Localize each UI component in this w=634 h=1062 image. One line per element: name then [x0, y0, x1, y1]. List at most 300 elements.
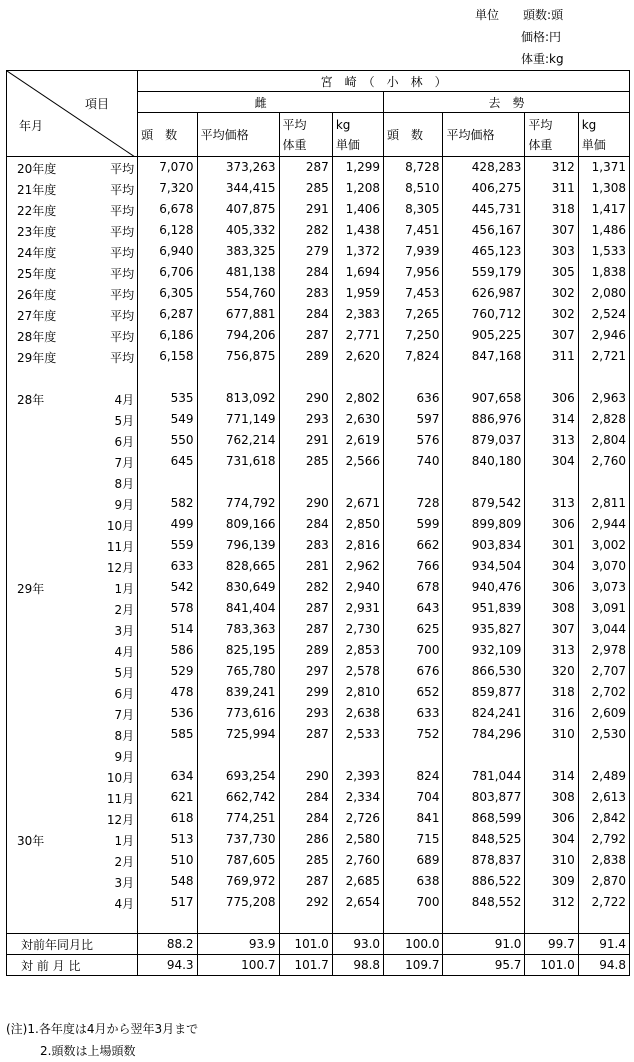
row-year: 29年度 [17, 350, 57, 365]
value-cell: 292 [279, 892, 332, 913]
value-cell: 2,804 [578, 430, 629, 451]
value-cell: 306 [525, 808, 578, 829]
value-cell: 621 [138, 787, 197, 808]
value-cell: 932,109 [443, 640, 525, 661]
value-cell: 6,287 [138, 304, 197, 325]
value-cell: 289 [279, 346, 332, 367]
value-cell: 285 [279, 850, 332, 871]
value-cell: 1,406 [332, 199, 383, 220]
ratio-value: 93.0 [332, 934, 383, 955]
value-cell: 2,760 [578, 451, 629, 472]
empty-cell [525, 367, 578, 388]
row-label [7, 388, 138, 409]
value-cell: 304 [525, 451, 578, 472]
empty-cell [332, 913, 383, 934]
row-period: 4月 [114, 392, 135, 407]
row-label [7, 283, 138, 304]
value-cell [138, 745, 197, 766]
value-cell: 2,810 [332, 682, 383, 703]
annual-row [7, 283, 630, 304]
value-cell: 289 [279, 640, 332, 661]
value-cell: 554,760 [197, 283, 279, 304]
value-cell: 1,299 [332, 157, 383, 178]
ratio-value: 100.7 [197, 955, 279, 976]
value-cell: 284 [279, 262, 332, 283]
row-year: 26年度 [17, 287, 57, 302]
table-body [7, 71, 630, 976]
value-cell: 2,609 [578, 703, 629, 724]
value-cell [443, 472, 525, 493]
row-label [7, 745, 138, 766]
value-cell: 465,123 [443, 241, 525, 262]
value-cell: 310 [525, 850, 578, 871]
value-cell [279, 472, 332, 493]
value-cell: 320 [525, 661, 578, 682]
value-cell: 2,771 [332, 325, 383, 346]
monthly-row [7, 661, 630, 682]
value-cell: 765,780 [197, 661, 279, 682]
value-cell: 2,828 [578, 409, 629, 430]
monthly-row [7, 787, 630, 808]
ratio-label: 対 前 月 比 [7, 955, 138, 976]
ratio-value: 94.3 [138, 955, 197, 976]
monthly-row [7, 892, 630, 913]
value-cell: 2,963 [578, 388, 629, 409]
monthly-row [7, 598, 630, 619]
monthly-row [7, 388, 630, 409]
monthly-row [7, 451, 630, 472]
value-cell: 2,940 [332, 577, 383, 598]
value-cell: 662,742 [197, 787, 279, 808]
row-period: 2月 [114, 854, 135, 869]
column-header: 頭 数 [384, 113, 443, 157]
row-period: 1月 [114, 833, 135, 848]
value-cell: 886,976 [443, 409, 525, 430]
value-cell: 535 [138, 388, 197, 409]
value-cell [197, 745, 279, 766]
value-cell: 314 [525, 409, 578, 430]
row-label [7, 493, 138, 514]
monthly-row [7, 577, 630, 598]
value-cell: 303 [525, 241, 578, 262]
value-cell: 3,091 [578, 598, 629, 619]
value-cell: 312 [525, 157, 578, 178]
value-cell: 302 [525, 283, 578, 304]
empty-cell [197, 367, 279, 388]
annual-row [7, 178, 630, 199]
ratio-value: 93.9 [197, 934, 279, 955]
empty-cell [7, 367, 138, 388]
value-cell [525, 472, 578, 493]
diagonal-line [7, 71, 135, 157]
row-year: 21年度 [17, 182, 57, 197]
row-label [7, 304, 138, 325]
value-cell: 1,417 [578, 199, 629, 220]
value-cell [384, 745, 443, 766]
value-cell: 293 [279, 703, 332, 724]
value-cell: 636 [384, 388, 443, 409]
value-cell: 7,956 [384, 262, 443, 283]
value-cell: 284 [279, 787, 332, 808]
value-cell: 762,214 [197, 430, 279, 451]
monthly-row [7, 556, 630, 577]
value-cell: 6,706 [138, 262, 197, 283]
spacer-row [7, 913, 630, 934]
units-row-heads [475, 4, 564, 26]
value-cell: 291 [279, 430, 332, 451]
row-period: 7月 [114, 707, 135, 722]
value-cell: 2,393 [332, 766, 383, 787]
value-cell: 314 [525, 766, 578, 787]
value-cell: 783,363 [197, 619, 279, 640]
value-cell: 643 [384, 598, 443, 619]
empty-cell [578, 913, 629, 934]
row-label [7, 346, 138, 367]
row-year: 28年度 [17, 329, 57, 344]
row-label [7, 157, 138, 178]
value-cell: 284 [279, 304, 332, 325]
row-label [7, 682, 138, 703]
value-cell: 548 [138, 871, 197, 892]
row-period: 9月 [114, 497, 135, 512]
ratio-row [7, 955, 630, 976]
value-cell: 725,994 [197, 724, 279, 745]
value-cell: 878,837 [443, 850, 525, 871]
row-label [7, 451, 138, 472]
row-label [7, 871, 138, 892]
units-weight: 体重:kg [521, 52, 564, 66]
value-cell: 7,250 [384, 325, 443, 346]
value-cell: 344,415 [197, 178, 279, 199]
value-cell: 287 [279, 325, 332, 346]
row-period: 7月 [114, 455, 135, 470]
row-period: 1月 [114, 581, 135, 596]
value-cell: 784,296 [443, 724, 525, 745]
value-cell: 586 [138, 640, 197, 661]
value-cell: 559 [138, 535, 197, 556]
row-period: 12月 [106, 812, 135, 827]
value-cell: 2,620 [332, 346, 383, 367]
value-cell: 599 [384, 514, 443, 535]
value-cell: 6,305 [138, 283, 197, 304]
value-cell: 287 [279, 724, 332, 745]
value-cell: 306 [525, 388, 578, 409]
row-period: 11月 [106, 539, 135, 554]
value-cell: 773,616 [197, 703, 279, 724]
value-cell: 2,383 [332, 304, 383, 325]
row-label [7, 892, 138, 913]
row-label [7, 661, 138, 682]
value-cell: 796,139 [197, 535, 279, 556]
value-cell: 756,875 [197, 346, 279, 367]
value-cell: 618 [138, 808, 197, 829]
row-year: 28年 [17, 392, 45, 407]
value-cell: 825,195 [197, 640, 279, 661]
column-header: 平均 体重 [525, 113, 578, 157]
ratio-value: 99.7 [525, 934, 578, 955]
annual-row [7, 199, 630, 220]
row-label [7, 514, 138, 535]
value-cell [138, 472, 197, 493]
value-cell: 510 [138, 850, 197, 871]
value-cell: 6,128 [138, 220, 197, 241]
row-label [7, 766, 138, 787]
value-cell: 752 [384, 724, 443, 745]
value-cell: 8,305 [384, 199, 443, 220]
empty-cell [384, 367, 443, 388]
row-label [7, 220, 138, 241]
value-cell: 2,931 [332, 598, 383, 619]
value-cell: 824 [384, 766, 443, 787]
value-cell: 859,877 [443, 682, 525, 703]
value-cell: 2,613 [578, 787, 629, 808]
cattle-market-table [6, 70, 630, 976]
value-cell: 839,241 [197, 682, 279, 703]
monthly-row [7, 766, 630, 787]
value-cell: 550 [138, 430, 197, 451]
note-2: 2.頭数は上場頭数 [40, 1044, 136, 1058]
value-cell: 291 [279, 199, 332, 220]
value-cell: 676 [384, 661, 443, 682]
value-cell: 879,542 [443, 493, 525, 514]
value-cell [332, 745, 383, 766]
value-cell: 903,834 [443, 535, 525, 556]
value-cell: 848,552 [443, 892, 525, 913]
value-cell: 309 [525, 871, 578, 892]
value-cell: 907,658 [443, 388, 525, 409]
value-cell: 8,728 [384, 157, 443, 178]
value-cell: 951,839 [443, 598, 525, 619]
value-cell: 2,721 [578, 346, 629, 367]
column-header: 平均価格 [197, 113, 279, 157]
female-header: 雌 [138, 92, 384, 113]
row-label [7, 703, 138, 724]
value-cell: 318 [525, 682, 578, 703]
monthly-row [7, 682, 630, 703]
monthly-row [7, 514, 630, 535]
value-cell [443, 745, 525, 766]
value-cell: 308 [525, 598, 578, 619]
value-cell: 766 [384, 556, 443, 577]
value-cell: 307 [525, 325, 578, 346]
value-cell: 304 [525, 829, 578, 850]
empty-cell [197, 913, 279, 934]
value-cell: 737,730 [197, 829, 279, 850]
value-cell: 840,180 [443, 451, 525, 472]
value-cell: 513 [138, 829, 197, 850]
row-year: 20年度 [17, 162, 57, 176]
value-cell: 307 [525, 220, 578, 241]
value-cell: 456,167 [443, 220, 525, 241]
row-label [7, 262, 138, 283]
monthly-row [7, 703, 630, 724]
row-period: 平均 [110, 308, 135, 323]
value-cell [332, 472, 383, 493]
value-cell: 868,599 [443, 808, 525, 829]
row-period: 4月 [114, 896, 135, 911]
item-label: 項目 [85, 97, 110, 111]
row-label [7, 178, 138, 199]
column-header: 平均 体重 [279, 113, 332, 157]
value-cell: 704 [384, 787, 443, 808]
notes [6, 1018, 198, 1062]
row-period: 2月 [114, 602, 135, 617]
value-cell: 316 [525, 703, 578, 724]
ratio-value: 98.8 [332, 955, 383, 976]
value-cell: 299 [279, 682, 332, 703]
value-cell: 290 [279, 766, 332, 787]
value-cell: 7,824 [384, 346, 443, 367]
value-cell: 934,504 [443, 556, 525, 577]
value-cell: 700 [384, 892, 443, 913]
empty-cell [332, 367, 383, 388]
row-period: 平均 [110, 224, 135, 239]
value-cell: 285 [279, 451, 332, 472]
row-period: 10月 [106, 770, 135, 785]
row-label [7, 241, 138, 262]
value-cell: 715 [384, 829, 443, 850]
ratio-value: 91.4 [578, 934, 629, 955]
monthly-row [7, 724, 630, 745]
monthly-row [7, 619, 630, 640]
ratio-value: 94.8 [578, 955, 629, 976]
row-period: 6月 [114, 686, 135, 701]
annual-row [7, 262, 630, 283]
value-cell: 1,838 [578, 262, 629, 283]
value-cell: 287 [279, 619, 332, 640]
value-cell: 2,671 [332, 493, 383, 514]
value-cell: 2,654 [332, 892, 383, 913]
value-cell: 383,325 [197, 241, 279, 262]
value-cell: 2,580 [332, 829, 383, 850]
row-period: 平均 [110, 350, 135, 365]
units-label: 単位 [475, 8, 500, 22]
row-label [7, 199, 138, 220]
row-year: 25年度 [17, 266, 57, 281]
annual-row [7, 220, 630, 241]
value-cell: 549 [138, 409, 197, 430]
empty-cell [443, 913, 525, 934]
value-cell: 6,186 [138, 325, 197, 346]
value-cell: 279 [279, 241, 332, 262]
value-cell: 677,881 [197, 304, 279, 325]
value-cell: 809,166 [197, 514, 279, 535]
value-cell: 290 [279, 388, 332, 409]
value-cell: 517 [138, 892, 197, 913]
monthly-row [7, 493, 630, 514]
row-label [7, 577, 138, 598]
value-cell: 728 [384, 493, 443, 514]
annual-row [7, 304, 630, 325]
value-cell: 283 [279, 535, 332, 556]
value-cell: 2,630 [332, 409, 383, 430]
value-cell: 2,792 [578, 829, 629, 850]
monthly-row [7, 745, 630, 766]
row-year: 24年度 [17, 245, 57, 260]
empty-cell [578, 367, 629, 388]
value-cell: 645 [138, 451, 197, 472]
value-cell: 312 [525, 892, 578, 913]
value-cell: 285 [279, 178, 332, 199]
value-cell [197, 472, 279, 493]
monthly-row [7, 409, 630, 430]
value-cell: 847,168 [443, 346, 525, 367]
value-cell: 689 [384, 850, 443, 871]
value-cell: 774,251 [197, 808, 279, 829]
value-cell: 828,665 [197, 556, 279, 577]
value-cell: 2,946 [578, 325, 629, 346]
value-cell: 633 [138, 556, 197, 577]
castrated-header: 去 勢 [384, 92, 630, 113]
value-cell: 787,605 [197, 850, 279, 871]
monthly-row [7, 808, 630, 829]
value-cell: 940,476 [443, 577, 525, 598]
value-cell: 3,044 [578, 619, 629, 640]
value-cell: 6,940 [138, 241, 197, 262]
value-cell: 286 [279, 829, 332, 850]
row-label [7, 640, 138, 661]
annual-row [7, 241, 630, 262]
value-cell: 1,372 [332, 241, 383, 262]
row-label [7, 808, 138, 829]
value-cell [578, 745, 629, 766]
value-cell: 626,987 [443, 283, 525, 304]
ratio-value: 109.7 [384, 955, 443, 976]
year-month-label: 年月 [19, 119, 44, 133]
row-label [7, 619, 138, 640]
row-period: 平均 [110, 287, 135, 302]
empty-cell [7, 913, 138, 934]
value-cell: 7,939 [384, 241, 443, 262]
value-cell: 2,850 [332, 514, 383, 535]
value-cell: 693,254 [197, 766, 279, 787]
monthly-row [7, 871, 630, 892]
value-cell: 866,530 [443, 661, 525, 682]
value-cell: 559,179 [443, 262, 525, 283]
ratio-value: 101.0 [279, 934, 332, 955]
value-cell: 769,972 [197, 871, 279, 892]
row-period: 10月 [106, 518, 135, 533]
empty-cell [384, 913, 443, 934]
monthly-row [7, 535, 630, 556]
value-cell: 1,486 [578, 220, 629, 241]
value-cell: 7,070 [138, 157, 197, 178]
value-cell: 287 [279, 157, 332, 178]
value-cell: 481,138 [197, 262, 279, 283]
row-label [7, 325, 138, 346]
units-legend [475, 4, 564, 70]
value-cell: 1,438 [332, 220, 383, 241]
value-cell: 1,308 [578, 178, 629, 199]
value-cell: 1,694 [332, 262, 383, 283]
value-cell: 678 [384, 577, 443, 598]
value-cell: 803,877 [443, 787, 525, 808]
value-cell: 284 [279, 514, 332, 535]
value-cell: 282 [279, 220, 332, 241]
value-cell: 585 [138, 724, 197, 745]
ratio-label: 対前年同月比 [7, 934, 138, 955]
value-cell: 781,044 [443, 766, 525, 787]
value-cell: 2,722 [578, 892, 629, 913]
value-cell: 633 [384, 703, 443, 724]
ratio-value: 95.7 [443, 955, 525, 976]
value-cell: 305 [525, 262, 578, 283]
annual-row [7, 157, 630, 178]
value-cell: 2,533 [332, 724, 383, 745]
value-cell: 1,533 [578, 241, 629, 262]
ratio-value: 101.0 [525, 955, 578, 976]
value-cell: 405,332 [197, 220, 279, 241]
